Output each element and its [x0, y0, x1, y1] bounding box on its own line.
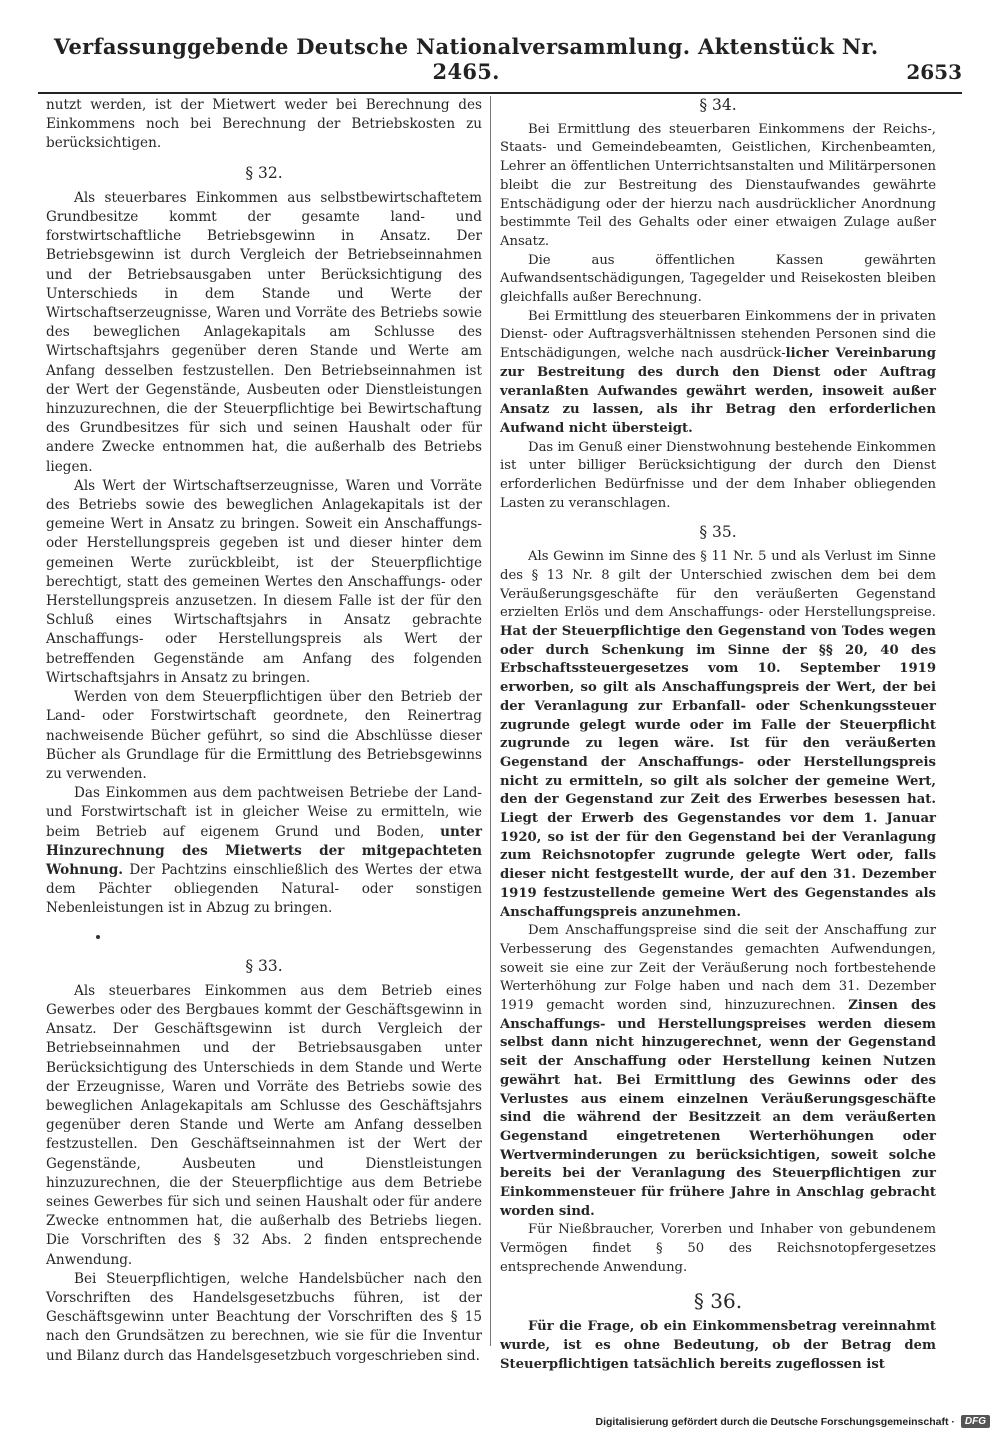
section-heading-34: § 34.: [699, 96, 737, 114]
section-heading-35: § 35.: [699, 523, 737, 542]
paragraph: Als steuerbares Einkommen aus dem Betrieb eines Gewerbes oder des Bergbaues kommt der Geschäftsgewinn in Ansatz. Der Geschäftsgewinn ist durch Vergleich der Betriebseinnahmen und der Betriebsausgaben unter Berücksichtigung des Unterschieds in dem Stande und Werte der Erzeugnisse, Waren und Vorräte des Betriebs sowie des beweglichen Anlagekapitals am Schlusse des Geschäftsjahrs gegenüber deren Stande und Werte am Anfang desselben festzustellen. Den Geschäftseinnahmen ist der Wert der Gegenstände, Ausbeuten und Dienstleistungen hinzuzurechnen, die der Steuerpflichtige aus dem Betriebe seines Gewerbes für sich und seinen Haushalt oder für andere Zwecke entnommen hat, die außerhalb des Betriebs liegen. Die Vorschriften des § 32 Abs. 2 finden entsprechende Anwendung.: [46, 982, 482, 1268]
paragraph-bold-text: licher Vereinbarung zur Bestreitung des durch den Dienst oder Auftrag veranlaßten Aufwandes gewährt werden, insoweit außer Ansatz zu lassen, als ihr Betrag den erforderlichen Aufwand nicht übersteigt.: [500, 346, 936, 436]
paragraph: Bei Steuerpflichtigen, welche Handelsbücher nach den Vorschriften des Handelsgesetzbuchs führen, ist der Geschäftsgewinn unter Beachtung der Vorschriften des § 15 nach den Grundsätzen zu berechnen, wie sie für die Inventur und Bilanz durch das Handelsgesetzbuch vorgeschrieben sind.: [46, 1270, 482, 1364]
paragraph-bold-text: Hat der Steuerpflichtige den Gegenstand von Todes wegen oder durch Schenkung im Sinne der §§ 20, 40 des Erbschaftssteuergesetzes vom 10. September 1919 erworben, so gilt als Anschaffungspreis der Wert, der bei der Veranlagung zur Erbanfall- oder Schenkungssteuer zugrunde gelegt wurde oder im Falle der Steuerpflicht zugrunde zu legen wäre. Ist für den veräußerten Gegenstand der Anschaffungs- oder Herstellungspreis nicht zu ermitteln, so gilt als solcher der gemeine Wert, den der Gegenstand zur Zeit des Erwerbes besessen hat. Liegt der Erwerb des Gegenstandes vor dem 1. Januar 1920, so ist der für den Gegenstand bei der Veranlagung zum Reichsnotopfer zugrunde gelegte Wert oder, falls dieser nicht festgestellt wurde, der auf den 31. Dezember 1919 festzustellende gemeine Wert des Gegenstandes als Anschaffungspreis anzunehmen.: [500, 623, 936, 920]
page-number: 2653: [906, 60, 962, 84]
paragraph: [500, 308, 936, 439]
section-heading-32: § 32.: [245, 163, 283, 182]
section-heading-33: § 33.: [245, 956, 283, 975]
right-column: [500, 96, 936, 1374]
paragraph-text: Dem Anschaffungspreise sind die seit der Anschaffung zur Verbesserung des Gegenstandes gemachten Aufwendungen, soweit sie eine zur Zeit der Veräußerung noch fortbestehende Werterhöhung zur Folge haben und nach dem 31. Dezember 1919 gemacht worden sind, hinzuzurechnen.: [500, 923, 936, 1014]
paragraph-text: Bei Ermittlung des steuerbaren Einkommens der in privaten Dienst- oder Auftragsverhältnissen stehenden Personen sind die Entschädigungen, welche nach ausdrück-: [500, 308, 936, 362]
page-header: [38, 34, 962, 94]
paragraph-bold-text: Zinsen des Anschaffungs- und Herstellungspreises werden diesem selbst dann nicht hinzugerechnet, wenn der Gegenstand seit der Anschaffung oder Herstellung keinen Nutzen gewährt hat. Bei Ermittlung des Gewinns oder des Verlustes aus einem einzelnen Veräußerungsgeschäfte sind die während der Besitzzeit an dem veräußerten Gegenstand eingetretenen Werterhöhungen oder Wertverminderungen zu berücksichtigen, soweit solche bereits bei der Veranlagung des Steuerpflichtigen zur Einkommensteuer für frühere Jahre in Anschlag gebracht worden sind.: [500, 998, 936, 1219]
paragraph: Werden von dem Steuerpflichtigen über den Betrieb der Land- oder Forstwirtschaft geordnete, den Reinertrag nachweisende Bücher geführt, so sind die Abschlüsse dieser Bücher als Grundlage für die Ermittlung des Betriebsgewinns zu verwenden.: [46, 689, 482, 782]
paragraph: [500, 548, 936, 922]
paragraph: Für Nießbraucher, Vorerben und Inhaber von gebundenem Vermögen findet § 50 des Reichsnotopfergesetzes entsprechende Anwendung.: [500, 1222, 936, 1275]
column-divider: [490, 96, 491, 1346]
paragraph: [46, 784, 482, 918]
paragraph: Als steuerbares Einkommen aus selbstbewirtschaftetem Grundbesitze kommt der gesamte land- und forstwirtschaftliche Betriebsgewinn in Ansatz. Der Betriebsgewinn ist durch Vergleich der Betriebseinnahmen und der Betriebsausgaben unter Berücksichtigung des Unterschieds in dem Stande und Werte der Wirtschaftserzeugnisse, Waren und Vorräte des Betriebs sowie des beweglichen Anlagekapitals am Schlusse des Wirtschaftsjahrs gegenüber deren Stande und Werte am Anfang desselben festzustellen. Den Betriebseinnahmen ist der Wert der Gegenstände, Ausbeuten oder Dienstleistungen hinzuzurechnen, die der Steuerpflichtige bei Bewirtschaftung des Grundbesitzes für sich und seinen Haushalt oder für andere Zwecke entnommen hat, die außerhalb des Betriebs liegen.: [46, 189, 482, 475]
dfg-logo: DFG: [961, 1415, 990, 1428]
paragraph: Die aus öffentlichen Kassen gewährten Aufwandsentschädigungen, Tagegelder und Reisekosten bleiben gleichfalls außer Berechnung.: [500, 252, 936, 306]
digitization-credit: [596, 1415, 991, 1428]
paragraph: nutzt werden, ist der Mietwert weder bei Berechnung des Einkommens noch bei Berechnung der Betriebskosten zu berücksichtigen.: [46, 97, 482, 152]
paragraph-bold-text: unter Hinzurechnung des Mietwerts der mitgepachteten Wohnung.: [46, 823, 482, 878]
paragraph: Für die Frage, ob ein Einkommensbetrag vereinnahmt wurde, ist es ohne Bedeutung, ob der Betrag dem Steuerpflichtigen tatsächlich bereits zugeflossen ist: [500, 1319, 936, 1372]
section-heading-36: § 36.: [693, 1288, 743, 1313]
document-title: Verfassunggebende Deutsche Nationalversammlung. Aktenstück Nr. 2465.: [53, 34, 879, 84]
paragraph-text: Als Gewinn im Sinne des § 11 Nr. 5 und als Verlust im Sinne des § 13 Nr. 8 gilt der Unterschied zwischen dem bei dem Veräußerungsgeschäfte für den veräußerten Gegenstand erzielten Erlös und dem Anschaffungs- oder Herstellungspreise.: [500, 549, 936, 621]
paragraph: Das im Genuß einer Dienstwohnung bestehende Einkommen ist unter billiger Berücksichtigung der durch den Dienst erforderlichen Bedürfnisse und der dem Inhaber obliegenden Lasten zu veranschlagen.: [500, 439, 936, 511]
paragraph: [500, 922, 936, 1221]
paragraph-text: Das Einkommen aus dem pachtweisen Betriebe der Land- und Forstwirtschaft ist in gleicher Weise zu ermitteln, wie beim Betrieb auf eigenem Grund und Boden,: [46, 785, 482, 840]
paragraph: Bei Ermittlung des steuerbaren Einkommens der Reichs-, Staats- und Gemeindebeamten, Geistlichen, Kirchenbeamten, Lehrer an öffentlichen Unterrichtsanstalten und Militärpersonen bleibt die zur Bestreitung des Dienstaufwandes gewährte Entschädigung oder der hierzu nach ausdrücklicher Anordnung bestimmte Teil des Gehalts oder einer etwaigen Zulage außer Ansatz.: [500, 121, 936, 249]
left-column: [46, 96, 482, 1366]
credit-text: Digitalisierung gefördert durch die Deutsche Forschungsgemeinschaft ·: [595, 1415, 955, 1428]
ink-dot: [96, 935, 101, 947]
paragraph: Als Wert der Wirtschaftserzeugnisse, Waren und Vorräte des Betriebs sowie des beweglichen Anlagekapitals ist der gemeine Wert in Ansatz zu bringen. Soweit ein Anschaffungs- oder Herstellungspreis gegeben ist und dieser hinter dem gemeinen Werte zurückbleibt, ist der Steuerpflichtige berechtigt, statt des gemeinen Wertes den Anschaffungs- oder Herstellungspreis anzusetzen. In diesem Falle ist der für den Schluß eines Wirtschaftsjahrs in Ansatz gebrachte Anschaffungs- oder Herstellungspreis als Wert der betreffenden Gegenstände am Anfang des folgenden Wirtschaftsjahrs in Ansatz zu bringen.: [46, 477, 482, 686]
paragraph-text: Der Pachtzins einschließlich des Wertes der etwa dem Pächter obliegenden Natural- oder sonstigen Nebenleistungen ist in Abzug zu bringen.: [46, 861, 482, 917]
